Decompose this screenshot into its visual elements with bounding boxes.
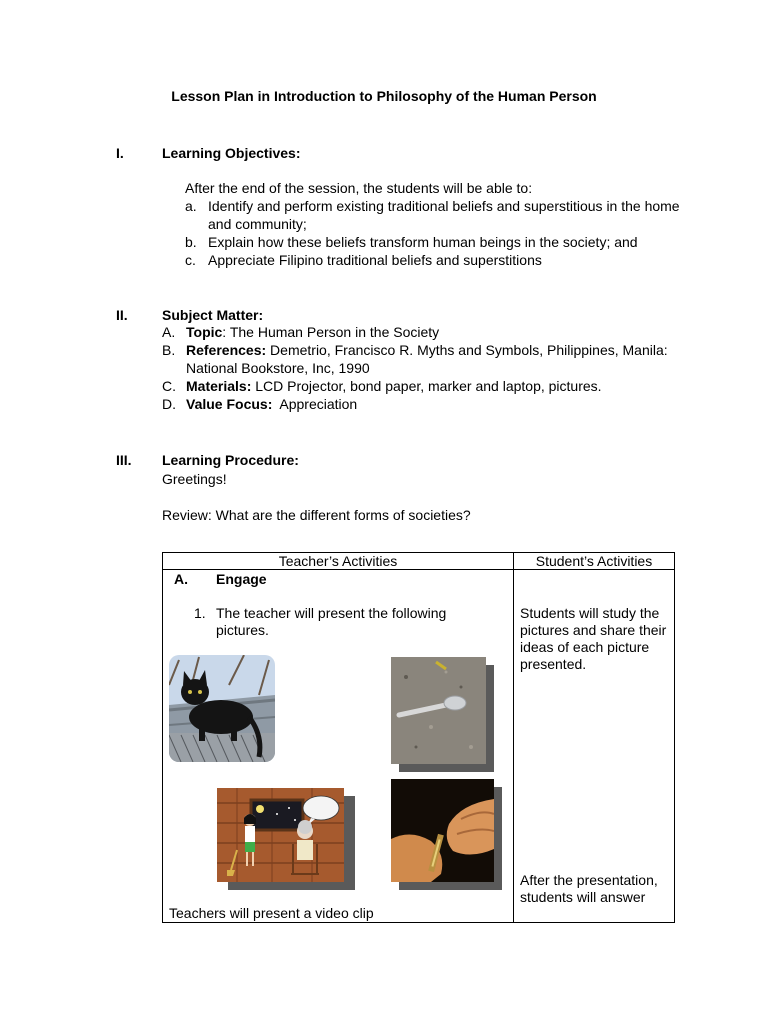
header-student-activities: Student’s Activities <box>514 553 675 570</box>
subject-value: : The Human Person in the Society <box>222 324 440 340</box>
activities-table <box>162 552 675 923</box>
objective-text: Identify and perform existing traditional beliefs and superstitious in the home and community; <box>208 198 680 232</box>
student-activity-text: Students will study the pictures and share their ideas of each picture presented. <box>520 605 667 672</box>
subject-matter-list <box>162 323 682 413</box>
subject-key: Value Focus: <box>186 396 273 412</box>
objective-item <box>185 251 685 269</box>
table-row <box>163 570 675 923</box>
document-title: Lesson Plan in Introduction to Philosophy of the Human Person <box>171 88 597 104</box>
engage-label: A. <box>174 571 188 587</box>
section-2-number: II. <box>116 307 128 323</box>
hands-picture <box>391 779 494 882</box>
cartoon-house-picture <box>217 788 344 882</box>
teacher-bottom-text: Teachers will present a video clip <box>169 905 374 921</box>
section-2-title: Subject Matter: <box>162 307 264 323</box>
subject-value: Appreciation <box>272 396 358 412</box>
subject-item-materials <box>162 377 682 395</box>
subject-key: Materials: <box>186 378 252 394</box>
subject-label: B. <box>162 342 176 358</box>
header-teacher-activities: Teacher’s Activities <box>163 553 514 570</box>
table-header-row <box>163 553 675 570</box>
subject-item-topic <box>162 323 682 341</box>
objective-label: b. <box>185 234 197 250</box>
step-number: 1. <box>194 605 206 621</box>
student-cell <box>514 570 675 923</box>
objective-label: a. <box>185 198 197 214</box>
subject-key: Topic <box>186 324 223 340</box>
subject-label: C. <box>162 378 176 394</box>
step-text: The teacher will present the following pictures. <box>216 605 447 638</box>
subject-key: References: <box>186 342 267 358</box>
review-text: Review: What are the different forms of societies? <box>162 507 471 523</box>
teacher-cell <box>163 570 514 923</box>
spoon-picture <box>391 657 486 764</box>
objectives-intro: After the end of the session, the students will be able to: <box>185 180 533 196</box>
section-3-number: III. <box>116 452 132 468</box>
section-1-title: Learning Objectives: <box>162 145 301 161</box>
subject-value: Demetrio, Francisco R. Myths and Symbols, Philippines, Manila: National Bookstore, Inc, 1990 <box>186 342 668 376</box>
engage-title: Engage <box>216 571 267 587</box>
student-activity-text-2: After the presentation, students will answer <box>520 872 658 905</box>
objective-text: Explain how these beliefs transform human beings in the society; and <box>208 234 638 250</box>
subject-label: D. <box>162 396 176 412</box>
objectives-list <box>185 197 685 269</box>
section-3-title: Learning Procedure: <box>162 452 299 468</box>
subject-label: A. <box>162 324 176 340</box>
subject-item-references <box>162 341 682 377</box>
section-1-number: I. <box>116 145 124 161</box>
subject-value: LCD Projector, bond paper, marker and laptop, pictures. <box>251 378 602 394</box>
objective-label: c. <box>185 252 196 268</box>
objective-item <box>185 197 685 233</box>
subject-item-value-focus <box>162 395 682 413</box>
black-cat-picture <box>169 655 275 762</box>
objective-item <box>185 233 685 251</box>
greeting-text: Greetings! <box>162 471 227 487</box>
objective-text: Appreciate Filipino traditional beliefs and superstitions <box>208 252 542 268</box>
